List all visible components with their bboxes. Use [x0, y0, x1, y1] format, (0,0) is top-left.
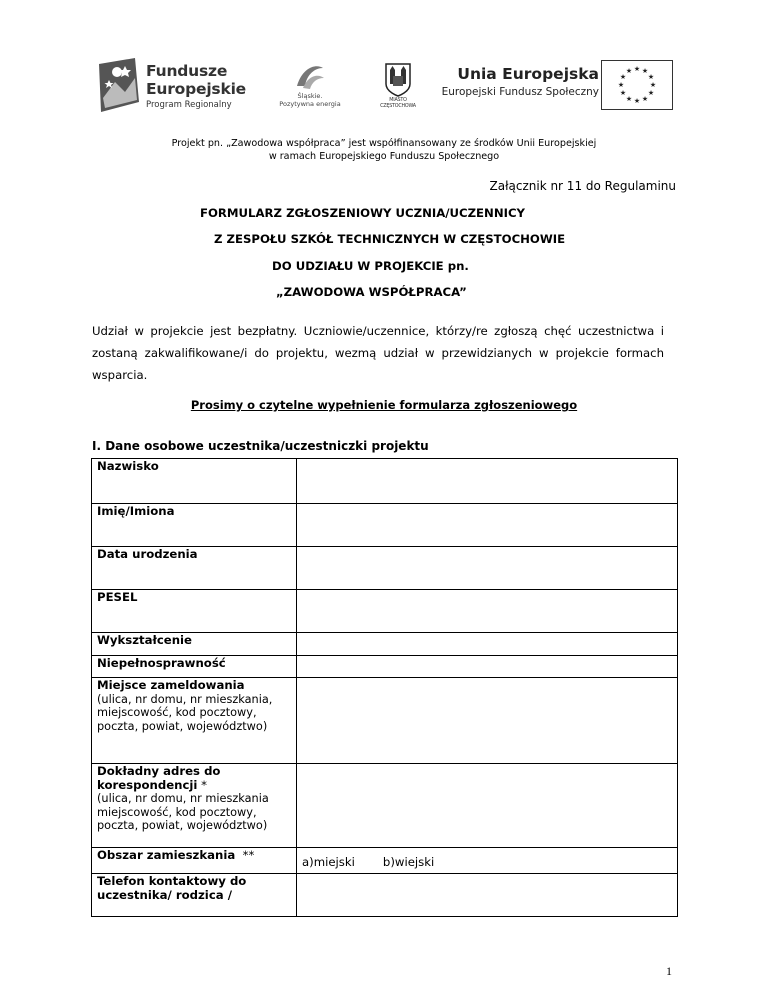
fundusze-europejskie-emblem-icon [95, 58, 141, 114]
imie-input-cell[interactable] [297, 504, 678, 547]
nazwisko-label-cell [92, 459, 297, 504]
attachment-label: Załącznik nr 11 do Regulaminu [489, 179, 676, 193]
pesel-input-cell[interactable] [297, 590, 678, 633]
svg-text:★: ★ [619, 89, 627, 97]
niepelnosprawnosc-label: Niepełnosprawność [97, 656, 226, 670]
fundusze-europejskie-logo [95, 58, 255, 114]
table-row [92, 848, 678, 874]
page-number: 1 [666, 964, 672, 978]
obszar-zamieszkania-star: ** [235, 848, 255, 862]
fill-instruction: Prosimy o czytelne wypełnienie formularza zgłoszeniowego [190, 398, 578, 412]
personal-data-table [91, 458, 678, 917]
svg-text:★: ★ [649, 81, 657, 89]
europejskie-text: Europejskie [146, 80, 246, 98]
niepelnosprawnosc-input-cell[interactable] [297, 656, 678, 678]
data-urodzenia-label-cell [92, 547, 297, 590]
svg-text:★: ★ [647, 73, 655, 81]
svg-text:★: ★ [647, 89, 655, 97]
adres-korespondencji-hint: (ulica, nr domu, nr mieszkania miejscowość, kod pocztowy, poczta, powiat, województwo) [97, 792, 269, 832]
slaskie-swirl-icon [293, 62, 327, 92]
svg-text:★: ★ [625, 95, 633, 103]
table-row [92, 504, 678, 547]
wyksztalcenie-input-cell[interactable] [297, 633, 678, 656]
slaskie-text: Śląskie. [297, 92, 323, 100]
form-title-line-2: Z ZESPOŁU SZKÓŁ TECHNICZNYCH W CZĘSTOCHOWIE [214, 232, 566, 246]
adres-korespondencji-input-cell[interactable] [297, 764, 678, 848]
fundusze-text: Fundusze [146, 62, 228, 80]
pesel-label-cell [92, 590, 297, 633]
svg-text:★: ★ [641, 95, 649, 103]
table-row [92, 633, 678, 656]
table-row [92, 656, 678, 678]
project-funding-line-1: Projekt pn. „Zawodowa współpraca” jest współfinansowany ze środków Unii Europejskiej [171, 138, 597, 149]
section-title: I. Dane osobowe uczestnika/uczestniczki projektu [92, 439, 429, 453]
nazwisko-input-cell[interactable] [297, 459, 678, 504]
miejsce-zameldowania-input-cell[interactable] [297, 678, 678, 764]
unia-europejska-title: Unia Europejska [457, 65, 599, 83]
pesel-label: PESEL [97, 590, 138, 604]
telefon-input-cell[interactable] [297, 874, 678, 917]
obszar-zamieszkania-label-text: Obszar zamieszkania [97, 848, 236, 862]
wyksztalcenie-label: Wykształcenie [97, 633, 192, 647]
imie-label: Imię/Imiona [97, 504, 175, 518]
imie-label-cell [92, 504, 297, 547]
table-row [92, 874, 678, 917]
project-funding-line-2: w ramach Europejskiego Funduszu Społecznego [268, 150, 500, 162]
svg-text:★: ★ [625, 67, 633, 75]
form-title-line-1: FORMULARZ ZGŁOSZENIOWY UCZNIA/UCZENNICY [200, 206, 525, 220]
program-regionalny-text: Program Regionalny [146, 100, 232, 110]
obszar-zamieszkania-label-cell [92, 848, 297, 874]
eu-stars-icon [618, 65, 656, 105]
adres-korespondencji-label [97, 765, 292, 792]
adres-korespondencji-label-text: Dokładny adres do korespondencji [97, 764, 221, 792]
obszar-zamieszkania-options-cell [297, 848, 678, 874]
data-urodzenia-input-cell[interactable] [297, 547, 678, 590]
svg-text:★: ★ [617, 81, 625, 89]
telefon-label: Telefon kontaktowy do uczestnika/ rodzica / [97, 874, 247, 902]
option-wiejski[interactable]: b)wiejski [382, 855, 435, 869]
miejsce-zameldowania-label-cell [92, 678, 297, 764]
form-title-line-3: DO UDZIAŁU W PROJEKCIE pn. [272, 259, 469, 273]
table-row [92, 678, 678, 764]
table-row [92, 764, 678, 848]
eu-flag-icon [601, 60, 673, 110]
miasto-text: MIASTO [389, 98, 407, 103]
unia-europejska-text-block [429, 64, 599, 100]
option-miejski[interactable]: a)miejski [302, 855, 355, 869]
pozytywna-energia-text: Pozytywna energia [279, 100, 341, 108]
table-row [92, 459, 678, 504]
miejsce-zameldowania-hint: (ulica, nr domu, nr mieszkania, miejscowość, kod pocztowy, poczta, powiat, województwo) [97, 692, 273, 733]
intro-paragraph: Udział w projekcie jest bezpłatny. Uczniowie/uczennice, którzy/re zgłoszą chęć uczestnictwa i zostaną zakwalifikowane/i do projektu, wezmą udział w przewidzianych w projekcie formach wsparcia. [92, 324, 664, 382]
form-title-line-4: „ZAWODOWA WSPÓŁPRACA” [276, 285, 467, 299]
czestochowa-coat-of-arms-icon [384, 62, 412, 98]
adres-korespondencji-star: * [197, 777, 207, 792]
logo-strip [95, 58, 673, 114]
czestochowa-text: CZĘSTOCHOWA [380, 104, 416, 109]
wyksztalcenie-label-cell [92, 633, 297, 656]
table-row [92, 547, 678, 590]
project-funding-note [0, 138, 768, 163]
svg-text:★: ★ [641, 67, 649, 75]
data-urodzenia-label: Data urodzenia [97, 547, 198, 561]
obszar-zamieszkania-label [97, 849, 292, 863]
svg-text:★: ★ [619, 73, 627, 81]
nazwisko-label: Nazwisko [97, 459, 159, 473]
czestochowa-logo [373, 62, 423, 114]
slaskie-logo [275, 62, 345, 114]
svg-text:★: ★ [633, 65, 641, 73]
miejsce-zameldowania-label: Miejsce zameldowania [97, 678, 245, 692]
telefon-label-cell [92, 874, 297, 917]
svg-text:★: ★ [633, 97, 641, 105]
adres-korespondencji-label-cell [92, 764, 297, 848]
niepelnosprawnosc-label-cell [92, 656, 297, 678]
table-row [92, 590, 678, 633]
efs-subtitle: Europejski Fundusz Społeczny [441, 86, 599, 98]
